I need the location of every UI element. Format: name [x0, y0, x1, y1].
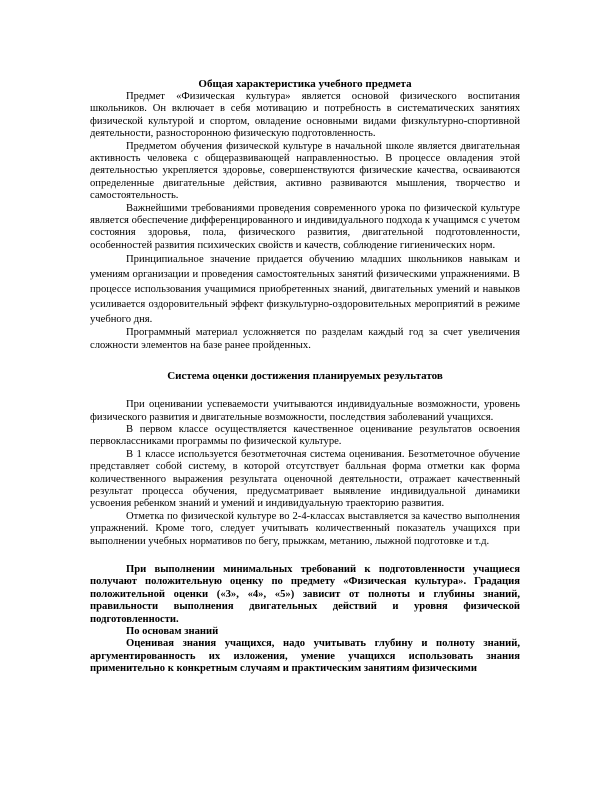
- paragraph: Принципиальное значение придается обучению младших школьников навыкам и умениям организации и проведения самостоятельных занятий физическими упражнениями. В процессе использования учащимися приобретенных знаний, двигательных умений и навыков усиливается оздоровительный эффект физкультурно-оздоровительных мероприятий в режиме учебного дня.: [90, 254, 520, 326]
- subheading-knowledge-basics: По основам знаний: [126, 626, 219, 637]
- paragraph: Программный материал усложняется по разделам каждый год за счет увеличения сложности элементов на базе ранее пройденных.: [90, 327, 520, 351]
- paragraph: В первом классе осуществляется качественное оценивание результатов освоения первоклассниками программы по физической культуре.: [90, 423, 520, 448]
- paragraph: Отметка по физической культуре во 2-4-классах выставляется за качество выполнения упражнений. Кроме того, следует учитывать количественный показатель учащихся при выполнении учебных нормативов по бегу, прыжкам, метанию, лыжной подготовке и т.д.: [90, 510, 520, 547]
- bold-paragraph: Оценивая знания учащихся, надо учитывать глубину и полноту знаний, аргументированность их изложения, умение учащихся использовать знания применительно к конкретным случаям и практическим занятиям физическими: [90, 638, 520, 675]
- section-title-subject-characteristics: Общая характеристика учебного предмета: [198, 78, 412, 90]
- paragraph: Важнейшими требованиями проведения современного урока по физической культуре является обеспечение дифференцированного и индивидуального подхода к учащимся с учетом состояния здоровья, пола, физического развития, двигательной подготовленности, особенностей развития психических свойств и качеств, соблюдение гигиенических норм.: [90, 202, 520, 251]
- bold-paragraph: При выполнении минимальных требований к подготовленности учащиеся получают положительную оценку по предмету «Физическая культура». Градация положительной оценки («3», «4», «5») зависит от полноты и глубины знаний, правильности выполнения двигательных действий и уровня физической подготовленности.: [90, 563, 520, 625]
- paragraph: Предмет «Физическая культура» является основой физического воспитания школьников. Он включает в себя мотивацию и потребность в систематических занятиях физической культурой и спортом, овладение основными видами физкультурно-спортивной деятельности, разносторонною физическую подготовленность.: [90, 91, 520, 140]
- paragraph: В 1 классе используется безотметочная система оценивания. Безотметочное обучение представляет собой систему, в которой отсутствует балльная форма отметки как форма количественного выражения результата оценочной деятельности, отражает качественный результат процесса обучения, предусматривает выявление индивидуальной динамики усвоения ребенком знаний и умений и индивидуальную траекторию развития.: [90, 448, 520, 510]
- paragraph: При оценивании успеваемости учитываются индивидуальные возможности, уровень физического развития и двигательные возможности, последствия заболеваний учащихся.: [90, 399, 520, 423]
- paragraph: Предметом обучения физической культуре в начальной школе является двигательная активность человека с общеразвивающей направленностью. В процессе овладения этой деятельностью укрепляется здоровье, совершенствуются физические качества, осваиваются определенные двигательные действия, активно развиваются мышления, творчество и самостоятельность.: [90, 140, 520, 202]
- section-title-assessment-system: Система оценки достижения планируемых результатов: [167, 370, 443, 383]
